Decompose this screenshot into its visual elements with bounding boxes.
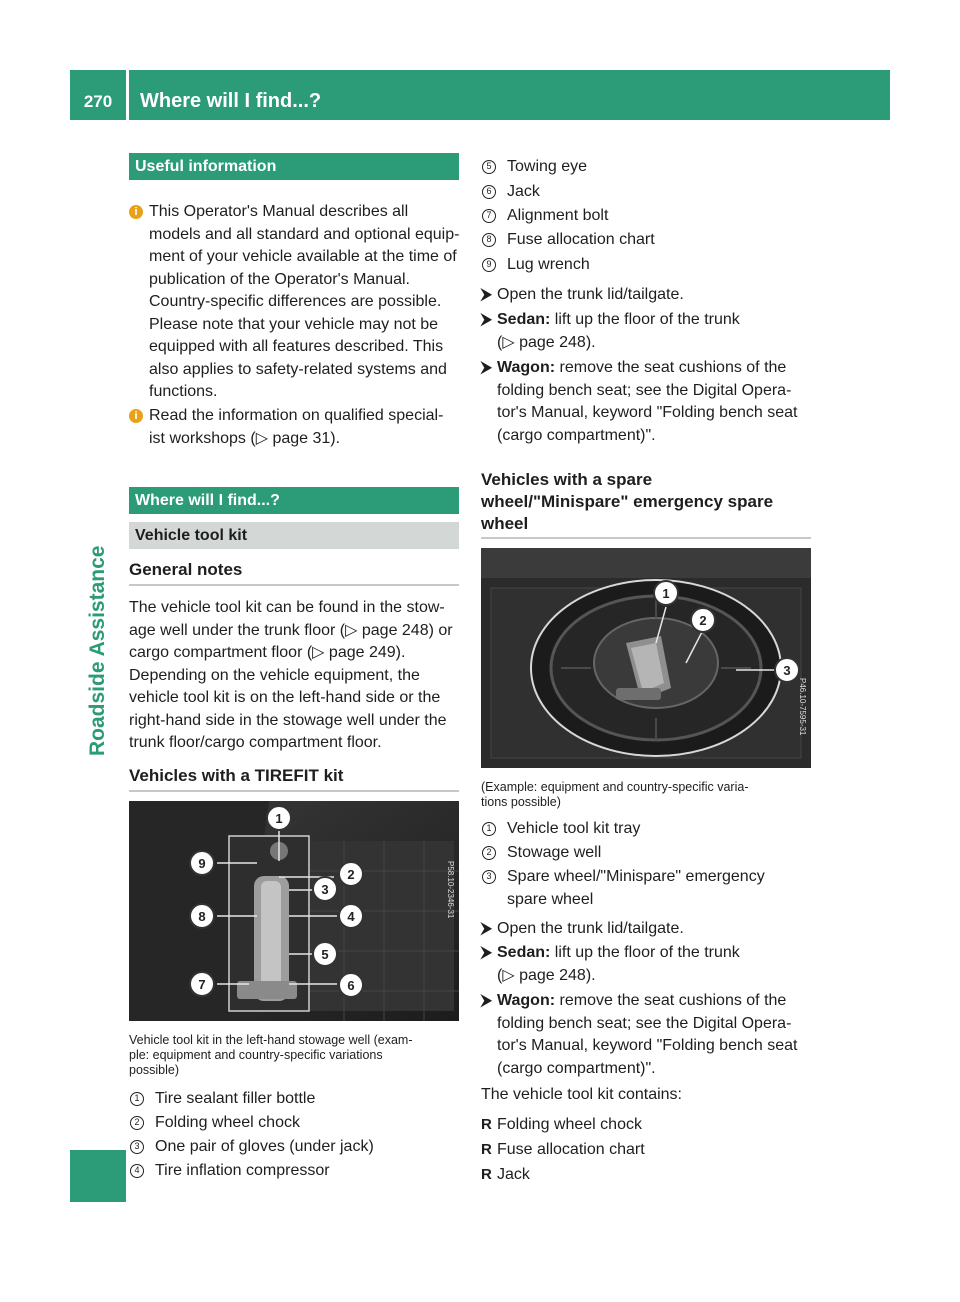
- svg-text:8: 8: [198, 909, 206, 924]
- info-line-4: publication of the Operator's Manual.: [149, 270, 410, 288]
- step-line: folding bench seat; see the Digital Opera-: [497, 381, 792, 399]
- general-line-1: The vehicle tool kit can be found in the stow-: [129, 599, 445, 616]
- photo-code-strip: [797, 678, 807, 758]
- list-item-text: Alignment bolt: [507, 207, 609, 224]
- list-item: [481, 156, 811, 179]
- svg-text:2: 2: [699, 613, 707, 628]
- list-item-text: Towing eye: [507, 158, 588, 175]
- number-badge: 3: [130, 1140, 144, 1154]
- number-badge: 1: [482, 822, 496, 836]
- where-will-i-find-band: Where will I find...?: [129, 487, 459, 514]
- useful-information-band: Useful information: [129, 153, 459, 180]
- step-open-trunk: [481, 918, 816, 941]
- caption-line-3: possible): [129, 1063, 180, 1077]
- general-line-7: trunk floor/cargo compartment floor.: [129, 734, 382, 751]
- bullet-text: Folding wheel chock: [497, 1116, 642, 1133]
- header-separator: [126, 70, 129, 120]
- info-note-operators-manual: [129, 201, 464, 404]
- page-number: 270: [83, 92, 113, 111]
- step-text: remove the seat cushions of the: [559, 359, 787, 376]
- step-page-ref[interactable]: (▷ page 248).: [497, 333, 596, 351]
- step-line: folding bench seat; see the Digital Opera-: [497, 1014, 792, 1032]
- list-item-text: Stowage well: [507, 844, 602, 861]
- svg-text:6: 6: [347, 978, 355, 993]
- info-line-6: Please note that your vehicle may not be: [149, 315, 439, 333]
- number-badge: 4: [130, 1164, 144, 1178]
- caption-line-2: tions possible): [481, 795, 561, 809]
- step-label-wagon: Wagon:: [497, 359, 556, 376]
- list-item-text: Lug wrench: [507, 256, 590, 273]
- list-item-text: Fuse allocation chart: [507, 231, 655, 248]
- list-item-text: Jack: [507, 183, 540, 200]
- list-item: [129, 1136, 459, 1159]
- step-line: tor's Manual, keyword "Folding bench seat: [497, 1037, 798, 1054]
- heading-rule: [481, 537, 811, 539]
- info-line-3: ment of your vehicle available at the time of: [149, 248, 457, 265]
- spare-wheel-caption: [481, 780, 816, 810]
- list-item: [481, 254, 811, 277]
- list-item-text: Tire inflation compressor: [155, 1162, 330, 1179]
- step-sedan: [481, 309, 816, 354]
- photo-code: P58.10-2346-31: [446, 861, 455, 919]
- svg-text:7: 7: [198, 977, 206, 992]
- tirefit-caption: [129, 1033, 464, 1078]
- bullet-text: Jack: [497, 1166, 530, 1183]
- spare-wheel-photo: [481, 548, 811, 768]
- list-item: [481, 818, 811, 841]
- step-text: Open the trunk lid/tailgate.: [497, 920, 684, 937]
- contains-intro: The vehicle tool kit contains:: [481, 1086, 682, 1103]
- tirefit-photo-illustration: [129, 801, 459, 1021]
- info-line-7: equipped with all features described. This: [149, 338, 444, 355]
- list-item: [481, 866, 811, 911]
- caption-line-2: ple: equipment and country-specific variations: [129, 1048, 383, 1062]
- general-notes-heading: General notes: [129, 560, 243, 579]
- number-badge: 6: [482, 185, 496, 199]
- svg-text:1: 1: [275, 811, 283, 826]
- list-item: [129, 1088, 459, 1111]
- step-line: (cargo compartment)".: [497, 426, 656, 444]
- heading-rule: [129, 584, 459, 586]
- info-icon: i: [129, 409, 143, 423]
- chapter-tab-marker: [70, 1150, 126, 1202]
- svg-text:3: 3: [321, 882, 329, 897]
- svg-text:5: 5: [321, 947, 329, 962]
- spare-wheel-heading: [481, 469, 811, 535]
- bullet-item: [481, 1114, 811, 1137]
- bullet-r-icon: R: [481, 1141, 492, 1158]
- list-item: [129, 1160, 459, 1183]
- list-item: [481, 181, 811, 204]
- step-label-sedan: Sedan:: [497, 944, 551, 961]
- chapter-tab-label: Roadside Assistance: [86, 545, 109, 756]
- number-badge: 9: [482, 258, 496, 272]
- caption-line-1: Vehicle tool kit in the left-hand stowage well (exam-: [129, 1033, 413, 1047]
- list-item-text: Folding wheel chock: [155, 1114, 300, 1131]
- number-badge: 7: [482, 209, 496, 223]
- info-line-5: Country-specific differences are possible.: [149, 293, 442, 310]
- info-line-2: models and all standard and optional equip-: [149, 225, 460, 243]
- step-arrow-icon: ⮞: [481, 311, 492, 328]
- step-page-ref[interactable]: (▷ page 248).: [497, 966, 596, 984]
- list-item: [481, 842, 811, 865]
- bullet-item: [481, 1164, 811, 1187]
- step-sedan: [481, 942, 816, 987]
- photo-code-strip: [445, 861, 455, 1001]
- number-badge: 1: [130, 1092, 144, 1106]
- bullet-r-icon: R: [481, 1166, 492, 1183]
- step-arrow-icon: ⮞: [481, 920, 492, 937]
- info2-line-2[interactable]: ist workshops (▷ page 31).: [149, 429, 341, 447]
- general-notes-text: [129, 597, 464, 755]
- info-line-1: This Operator's Manual describes all: [149, 203, 409, 220]
- svg-text:3: 3: [783, 663, 791, 678]
- number-badge: 2: [482, 846, 496, 860]
- number-badge: 8: [482, 233, 496, 247]
- list-item-text: Tire sealant filler bottle: [155, 1090, 316, 1107]
- list-item-text: Vehicle tool kit tray: [507, 820, 641, 837]
- step-text: Open the trunk lid/tailgate.: [497, 286, 684, 303]
- number-badge: 2: [130, 1116, 144, 1130]
- step-open-trunk: [481, 284, 816, 307]
- number-badge: 5: [482, 160, 496, 174]
- step-text: remove the seat cushions of the: [559, 992, 787, 1009]
- svg-text:9: 9: [198, 856, 206, 871]
- svg-text:1: 1: [662, 586, 670, 601]
- tirefit-heading: Vehicles with a TIREFIT kit: [129, 766, 344, 785]
- svg-text:2: 2: [347, 867, 355, 882]
- vehicle-tool-kit-band: Vehicle tool kit: [129, 522, 459, 549]
- list-item: [481, 229, 811, 252]
- info-line-8: also applies to safety-related systems and: [149, 360, 447, 378]
- tirefit-toolkit-photo: [129, 801, 459, 1021]
- step-text: lift up the floor of the trunk: [554, 944, 740, 961]
- step-line: (cargo compartment)".: [497, 1059, 656, 1077]
- heading-rule: [129, 790, 459, 792]
- info2-line-1: Read the information on qualified special-: [149, 407, 444, 424]
- heading-line-2: wheel/"Minispare" emergency spare: [481, 492, 774, 511]
- heading-line-3: wheel: [481, 514, 529, 533]
- step-wagon: [481, 990, 816, 1080]
- caption-line-1: (Example: equipment and country-specific varia-: [481, 780, 749, 794]
- general-line-2[interactable]: age well under the trunk floor (▷ page 248) or: [129, 621, 453, 639]
- bullet-r-icon: R: [481, 1116, 492, 1133]
- list-item-text: Spare wheel/"Minispare" emergency: [507, 868, 765, 885]
- list-item: [481, 205, 811, 228]
- step-label-sedan: Sedan:: [497, 311, 551, 328]
- bullet-text: Fuse allocation chart: [497, 1141, 645, 1158]
- info-note-workshops: [129, 405, 464, 450]
- list-item: [129, 1112, 459, 1135]
- bullet-item: [481, 1139, 811, 1162]
- heading-line-1: Vehicles with a spare: [481, 470, 653, 489]
- photo-code: P46.10-7595-31: [798, 678, 807, 736]
- list-item-text: One pair of gloves (under jack): [155, 1138, 374, 1155]
- step-text: lift up the floor of the trunk: [554, 311, 740, 328]
- general-line-3[interactable]: cargo compartment floor (▷ page 249).: [129, 644, 406, 661]
- list-item-text: spare wheel: [507, 890, 594, 908]
- step-arrow-icon: ⮞: [481, 359, 492, 376]
- step-arrow-icon: ⮞: [481, 944, 492, 961]
- svg-text:4: 4: [347, 909, 355, 924]
- info-line-9: functions.: [149, 383, 218, 400]
- step-arrow-icon: ⮞: [481, 286, 492, 303]
- general-line-6: right-hand side in the stowage well under the: [129, 711, 447, 729]
- spare-wheel-illustration: [481, 548, 811, 768]
- step-arrow-icon: ⮞: [481, 992, 492, 1009]
- general-line-5: vehicle tool kit is on the left-hand side or the: [129, 689, 441, 706]
- step-line: tor's Manual, keyword "Folding bench seat: [497, 404, 798, 421]
- general-line-4: Depending on the vehicle equipment, the: [129, 666, 420, 684]
- page-title: Where will I find...?: [140, 90, 322, 112]
- number-badge: 3: [482, 870, 496, 884]
- step-wagon: [481, 357, 816, 447]
- step-label-wagon: Wagon:: [497, 992, 556, 1009]
- info-icon: i: [129, 205, 143, 219]
